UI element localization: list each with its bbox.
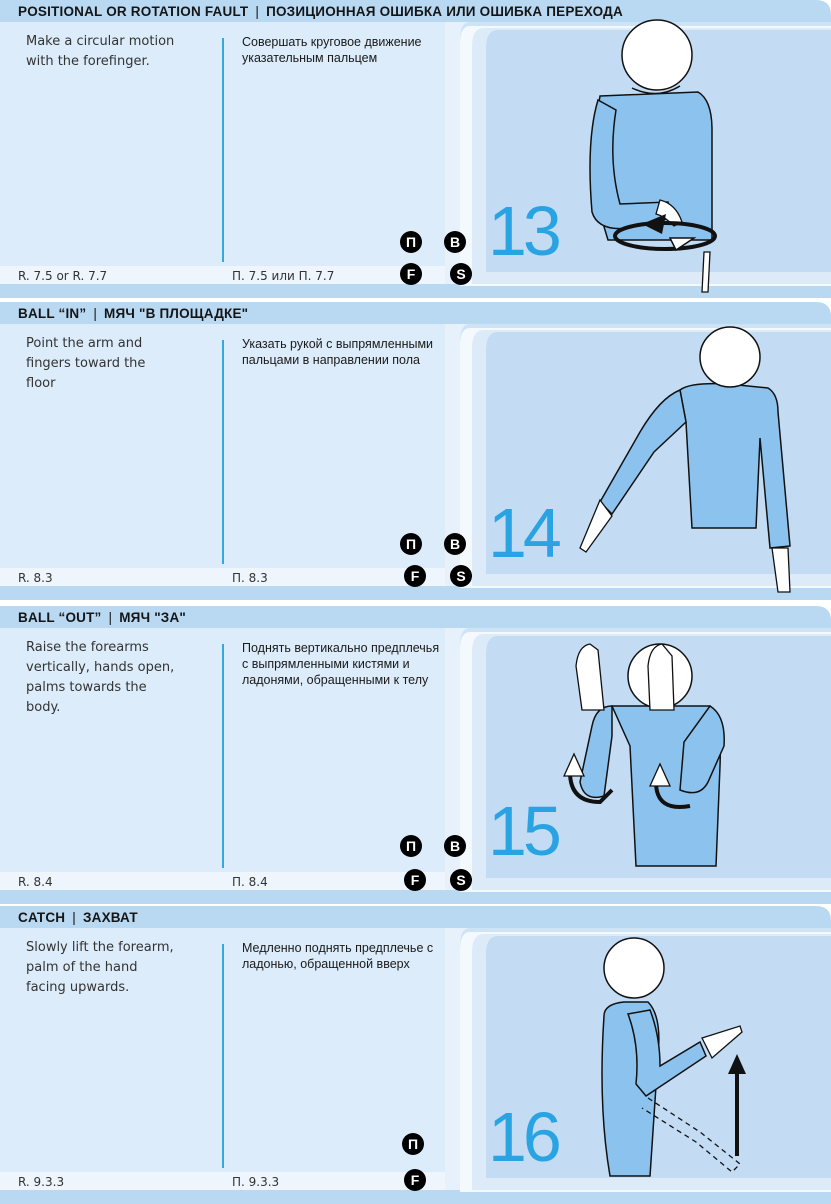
badge-s-icon: S [450,263,472,285]
description-ru: Совершать круговое движение указательным пальцем [242,35,422,65]
rule-reference-en: R. 9.3.3 [18,1175,65,1189]
badge-s-icon: S [450,869,472,891]
signal-number: 13 [488,192,558,270]
signal-number: 16 [488,1098,558,1176]
title-ru: ЗАХВАТ [82,910,138,925]
description-en: Make a circular motion with the forefinger. [26,34,175,69]
badge-p-icon: П [400,835,422,857]
card-title [18,3,623,21]
title-en: BALL “IN” [18,306,87,321]
rule-reference-en: R. 7.5 or R. 7.7 [18,269,108,283]
rule-reference-ru: П. 7.5 или П. 7.7 [232,269,335,283]
badge-s-icon: S [450,565,472,587]
title-ru: МЯЧ "ЗА" [119,610,187,625]
description-en: Point the arm and fingers toward the floor [26,336,146,391]
title-en: CATCH [18,910,66,925]
title-en: BALL “OUT” [18,610,102,625]
badge-f-icon: F [400,263,422,285]
description-ru: Поднять вертикально предплечья с выпрямленными кистями и ладонями, обращенными к телу [242,641,440,687]
signal-card-13 [0,0,831,298]
badge-f-icon: F [404,1169,426,1191]
signal-number: 15 [488,792,558,870]
signal-card-14 [0,302,831,600]
title-en: POSITIONAL OR ROTATION FAULT [18,4,249,19]
title-separator: | [108,610,113,625]
badge-p-icon: П [402,1133,424,1155]
rule-reference-ru: П. 9.3.3 [232,1175,280,1189]
badge-f-icon: F [404,565,426,587]
description-ru: Указать рукой с выпрямленными пальцами в направлении пола [242,337,434,367]
title-ru: МЯЧ "В ПЛОЩАДКЕ" [104,306,249,321]
badge-p-icon: П [400,231,422,253]
title-separator: | [255,4,260,19]
badge-b-icon: B [444,533,466,555]
description-en: Slowly lift the forearm, palm of the hand facing upwards. [26,940,174,995]
description-ru: Медленно поднять предплечье с ладонью, обращенной вверх [242,941,434,971]
title-separator: | [72,910,76,925]
rule-reference-ru: П. 8.3 [232,571,268,585]
badge-b-icon: B [444,835,466,857]
badge-f-icon: F [404,869,426,891]
badge-b-icon: B [444,231,466,253]
card-title [18,609,186,627]
signal-number: 14 [488,494,558,572]
card-title [18,909,138,927]
signal-card-15 [0,606,831,904]
rule-reference-ru: П. 8.4 [232,875,268,889]
title-separator: | [93,306,98,321]
badge-p-icon: П [400,533,422,555]
card-title [18,305,248,323]
signal-card-16 [0,906,831,1204]
title-ru: ПОЗИЦИОННАЯ ОШИБКА ИЛИ ОШИБКА ПЕРЕХОДА [266,4,623,19]
rule-reference-en: R. 8.4 [18,875,53,889]
rule-reference-en: R. 8.3 [18,571,53,585]
description-en: Raise the forearms vertically, hands open, palms towards the body. [26,640,175,715]
